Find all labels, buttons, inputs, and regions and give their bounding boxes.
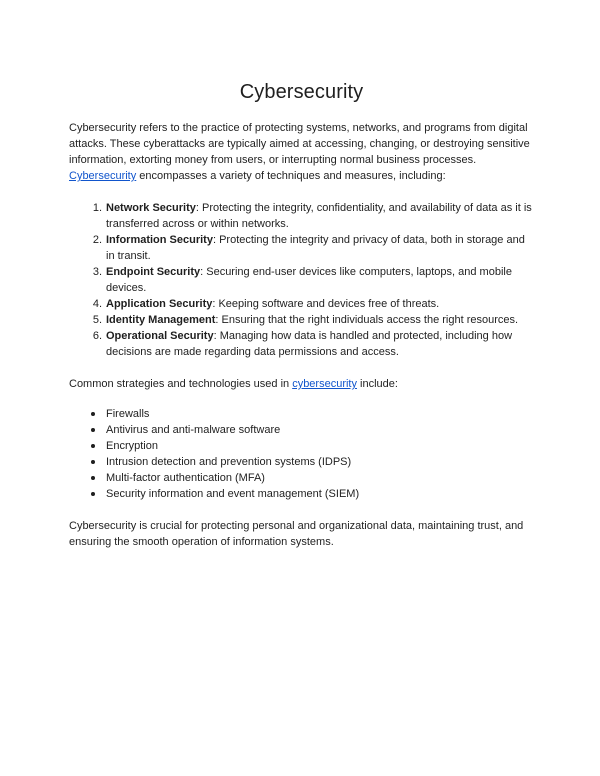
list-item: Security information and event management (SIEM) [69, 486, 534, 502]
strategies-intro-paragraph [69, 376, 534, 392]
list-item-description: : Securing end-user devices like computers, laptops, and mobile devices. [106, 266, 512, 294]
list-item [69, 200, 534, 232]
spacer-after-bullets [69, 502, 534, 518]
intro-text-part2: encompasses a variety of techniques and measures, including: [136, 170, 446, 182]
spacer-after-numbered-list [69, 360, 534, 376]
cybersecurity-link-1[interactable]: Cybersecurity [69, 170, 137, 182]
list-item [69, 312, 534, 328]
list-item-description: : Protecting the integrity and privacy of data, both in storage and in transit. [106, 234, 525, 262]
list-item [69, 296, 534, 312]
page-title: Cybersecurity [239, 81, 364, 103]
list-item-label: Application Security [106, 298, 213, 310]
list-item-label: Network Security [106, 202, 196, 214]
technologies-list [69, 406, 534, 502]
list-item-label: Endpoint Security [106, 266, 201, 278]
security-types-list [69, 200, 534, 360]
strategies-text-part2: include: [356, 378, 398, 390]
list-item-description: : Keeping software and devices free of threats. [212, 298, 440, 310]
cybersecurity-link-2[interactable]: cybersecurity [292, 378, 357, 390]
list-item-label: Identity Management [106, 314, 216, 326]
intro-paragraph [69, 120, 534, 184]
list-item [69, 232, 534, 264]
intro-text-part1: Cybersecurity refers to the practice of protecting systems, networks, and programs from digital attacks. These cyberattacks are typically aimed at accessing, changing, or destroying sensitive information, extorting money from users, or interrupting normal business processes. [69, 122, 530, 166]
list-item-description: : Ensuring that the right individuals access the right resources. [215, 314, 519, 326]
list-item-description: : Managing how data is handled and protected, including how decisions are made regarding data permissions and access. [106, 330, 513, 358]
strategies-text-part1: Common strategies and technologies used in [69, 378, 293, 390]
list-item-label: Operational Security [106, 330, 214, 342]
conclusion-paragraph: Cybersecurity is crucial for protecting personal and organizational data, maintaining trust, and ensuring the smooth operation of information systems. [69, 520, 524, 548]
list-item: Firewalls [69, 406, 534, 422]
list-item [69, 264, 534, 296]
list-item-description: : Protecting the integrity, confidentiality, and availability of data as it is transferred across or within networks. [106, 202, 532, 230]
list-item: Antivirus and anti-malware software [69, 422, 534, 438]
spacer-before-bullets [69, 392, 534, 406]
spacer-after-intro [69, 184, 534, 200]
list-item-label: Information Security [106, 234, 213, 246]
list-item: Encryption [69, 438, 534, 454]
list-item [69, 328, 534, 360]
document-body [69, 78, 534, 550]
list-item: Multi-factor authentication (MFA) [69, 470, 534, 486]
list-item: Intrusion detection and prevention systems (IDPS) [69, 454, 534, 470]
